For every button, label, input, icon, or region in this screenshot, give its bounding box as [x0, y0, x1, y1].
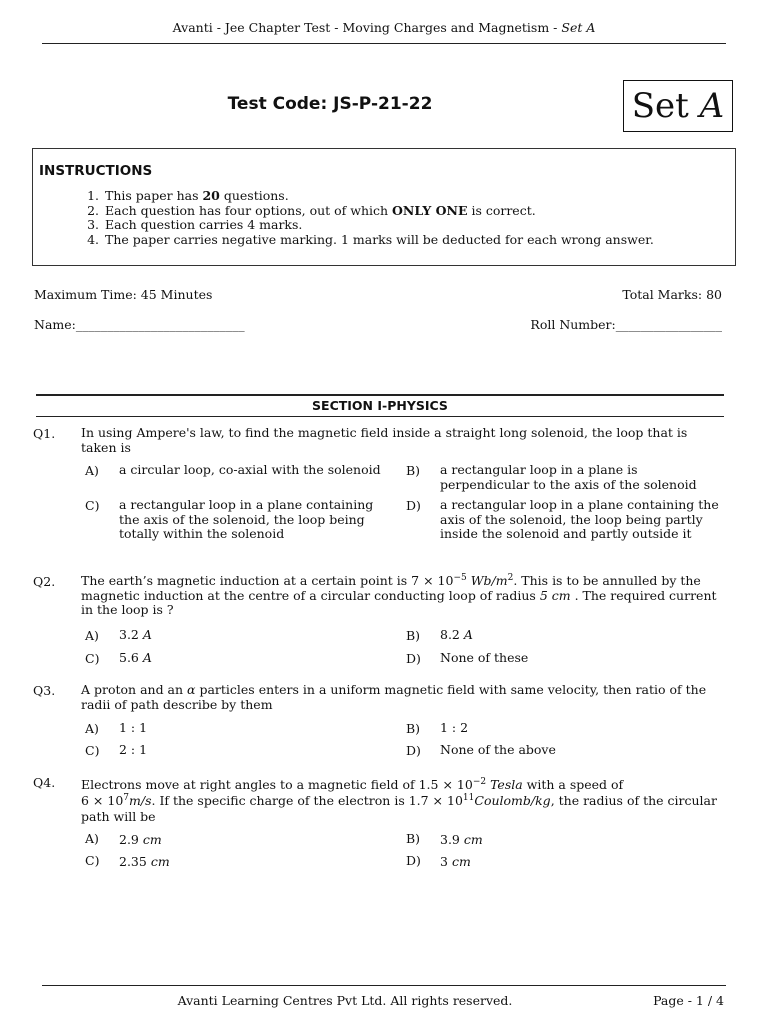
header-title: Avanti - Jee Chapter Test - Moving Charges and Magnetism -	[172, 20, 562, 35]
option-label[interactable]: C)	[85, 651, 100, 666]
question-text-part: The earth’s magnetic induction at a certain point is	[81, 573, 412, 588]
math-exponent: −2	[472, 777, 487, 787]
math-text: 1.7 × 10	[408, 793, 463, 808]
math-symbol: α	[187, 682, 196, 697]
option-label[interactable]: D)	[406, 498, 421, 513]
instruction-number: 2.	[87, 202, 99, 218]
option-unit: cm	[463, 832, 483, 847]
math-expression	[411, 573, 513, 588]
option-unit: cm	[150, 854, 170, 869]
math-unit: Tesla	[486, 777, 523, 792]
question-text-part: particles enters in a uniform magnetic field with same velocity, then ratio of the radii of path describe by them	[81, 682, 707, 712]
header-rule	[42, 43, 726, 44]
math-expression: 5 cm	[539, 587, 571, 603]
instruction-text: is correct.	[467, 202, 536, 218]
option-text[interactable]: a circular loop, co-axial with the solenoid	[119, 462, 381, 477]
option-text[interactable]	[119, 651, 391, 666]
option-text[interactable]	[440, 628, 730, 643]
option-label[interactable]: D)	[406, 853, 421, 868]
instruction-bold: ONLY ONE	[392, 202, 468, 218]
option-unit: cm	[451, 854, 471, 869]
option-text[interactable]: a rectangular loop in a plane containing the axis of the solenoid, the loop being partly inside the solenoid and partly outside it	[440, 497, 719, 541]
section-title: SECTION I-PHYSICS	[312, 398, 448, 413]
set-letter: A	[699, 86, 725, 126]
option-value: 2.9	[119, 832, 139, 847]
question-text-part: . The required current in the loop is ?	[81, 587, 717, 617]
option-text[interactable]	[440, 833, 730, 848]
option-label[interactable]: B)	[406, 721, 421, 736]
instruction-text: Each question carries 4 marks.	[105, 217, 303, 232]
math-expression	[81, 793, 152, 808]
option-label[interactable]: B)	[406, 831, 421, 846]
question-text: In using Ampere's law, to find the magnetic field inside a straight long solenoid, the loop that is taken is	[81, 425, 688, 455]
section-rule-bottom	[36, 416, 724, 417]
math-text: 7 × 10	[411, 573, 454, 588]
math-text: 6 × 10	[81, 793, 124, 808]
option-text[interactable]: None of these	[440, 650, 529, 665]
test-code: Test Code: JS-P-21-22	[227, 94, 433, 114]
option-label[interactable]: C)	[85, 498, 100, 513]
math-expression	[409, 793, 551, 808]
math-unit: Wb/m	[466, 573, 508, 588]
question-text-part: Electrons move at right angles to a magnetic field of	[81, 777, 419, 792]
option-text[interactable]: 1 : 1	[119, 720, 148, 735]
option-label[interactable]: B)	[406, 628, 421, 643]
instruction-number: 4.	[87, 231, 99, 247]
instruction-number: 1.	[87, 188, 99, 203]
instructions-title: INSTRUCTIONS	[39, 163, 153, 179]
option-unit: A	[142, 650, 152, 665]
instruction-text: This paper has	[105, 188, 203, 203]
option-value: 3.9	[440, 832, 460, 847]
instruction-item	[79, 204, 654, 219]
instruction-item	[79, 189, 654, 204]
question-number: Q1.	[33, 426, 56, 441]
math-exponent: 7	[123, 793, 130, 803]
question-number: Q2.	[33, 574, 56, 589]
total-marks: Total Marks: 80	[622, 287, 722, 302]
instructions-list	[79, 189, 654, 247]
question-text-part: , the radius of the circular path will be	[81, 793, 717, 824]
option-value: 2.35	[119, 854, 147, 869]
option-text[interactable]: a rectangular loop in a plane is perpendicular to the axis of the solenoid	[440, 462, 697, 492]
name-field[interactable]: Name:___________________________	[34, 317, 245, 332]
math-unit: m/s	[129, 793, 152, 808]
option-label[interactable]: C)	[85, 743, 100, 758]
option-unit: cm	[142, 832, 162, 847]
math-exponent: 2	[507, 573, 514, 583]
option-label[interactable]: A)	[85, 721, 99, 736]
option-text[interactable]	[119, 855, 391, 870]
option-value: 5.6	[119, 650, 139, 665]
header-set: Set A	[561, 20, 596, 35]
math-expression	[419, 777, 523, 792]
question-text-part: . This is to be annulled by the magnetic induction at the centre of a circular conducting loop of radius	[81, 573, 701, 603]
footer-rule	[42, 985, 726, 986]
instruction-bold: 20	[202, 188, 220, 203]
set-box	[623, 80, 733, 132]
option-text[interactable]: a rectangular loop in a plane containing the axis of the solenoid, the loop being totally within the solenoid	[119, 497, 374, 541]
option-value: 3.2	[119, 627, 139, 642]
instruction-text: The paper carries negative marking. 1 marks will be deducted for each wrong answer.	[105, 231, 654, 247]
option-text[interactable]: 2 : 1	[119, 742, 148, 757]
question-text-part: A proton and an	[81, 682, 188, 697]
question-number: Q3.	[33, 683, 56, 698]
option-label[interactable]: D)	[406, 743, 421, 758]
footer-copyright: Avanti Learning Centres Pvt Ltd. All rights reserved.	[177, 993, 513, 1008]
math-exponent: 11	[462, 793, 475, 803]
question-text-part: with a speed of	[522, 777, 624, 792]
page-number: Page - 1 / 4	[653, 993, 724, 1008]
option-unit: A	[142, 627, 152, 642]
document-header	[0, 20, 768, 35]
option-text[interactable]	[440, 855, 730, 870]
option-unit: A	[463, 627, 473, 642]
option-label[interactable]: C)	[85, 853, 100, 868]
question-text-part: . If the specific charge of the electron is	[151, 793, 409, 808]
instruction-item	[79, 233, 654, 248]
instructions-box	[32, 148, 736, 266]
section-rule-top	[36, 394, 724, 396]
question-text	[81, 683, 726, 712]
option-text[interactable]: 1 : 2	[440, 720, 469, 735]
question-text	[81, 777, 726, 825]
instruction-text: questions.	[219, 188, 289, 203]
instruction-number: 3.	[87, 217, 99, 232]
instruction-text: Each question has four options, out of which	[105, 202, 393, 218]
question-text	[81, 574, 726, 618]
instruction-item	[79, 218, 654, 233]
option-label[interactable]: B)	[406, 463, 421, 478]
option-label[interactable]: A)	[85, 831, 99, 846]
math-exponent: −5	[453, 573, 467, 583]
option-value: 3	[440, 854, 448, 869]
option-label[interactable]: D)	[406, 651, 421, 666]
roll-number-field[interactable]: Roll Number:_________________	[530, 317, 722, 332]
option-value: 8.2	[440, 627, 460, 642]
math-unit: Coulomb/kg	[474, 793, 551, 808]
option-label[interactable]: A)	[85, 628, 99, 643]
set-prefix: Set	[631, 86, 700, 126]
option-text[interactable]	[119, 628, 391, 643]
max-time: Maximum Time: 45 Minutes	[34, 287, 213, 302]
option-text[interactable]: None of the above	[440, 742, 556, 757]
option-label[interactable]: A)	[85, 463, 99, 478]
math-text: 1.5 × 10	[418, 777, 473, 792]
question-number: Q4.	[33, 775, 56, 790]
option-text[interactable]	[119, 833, 391, 848]
